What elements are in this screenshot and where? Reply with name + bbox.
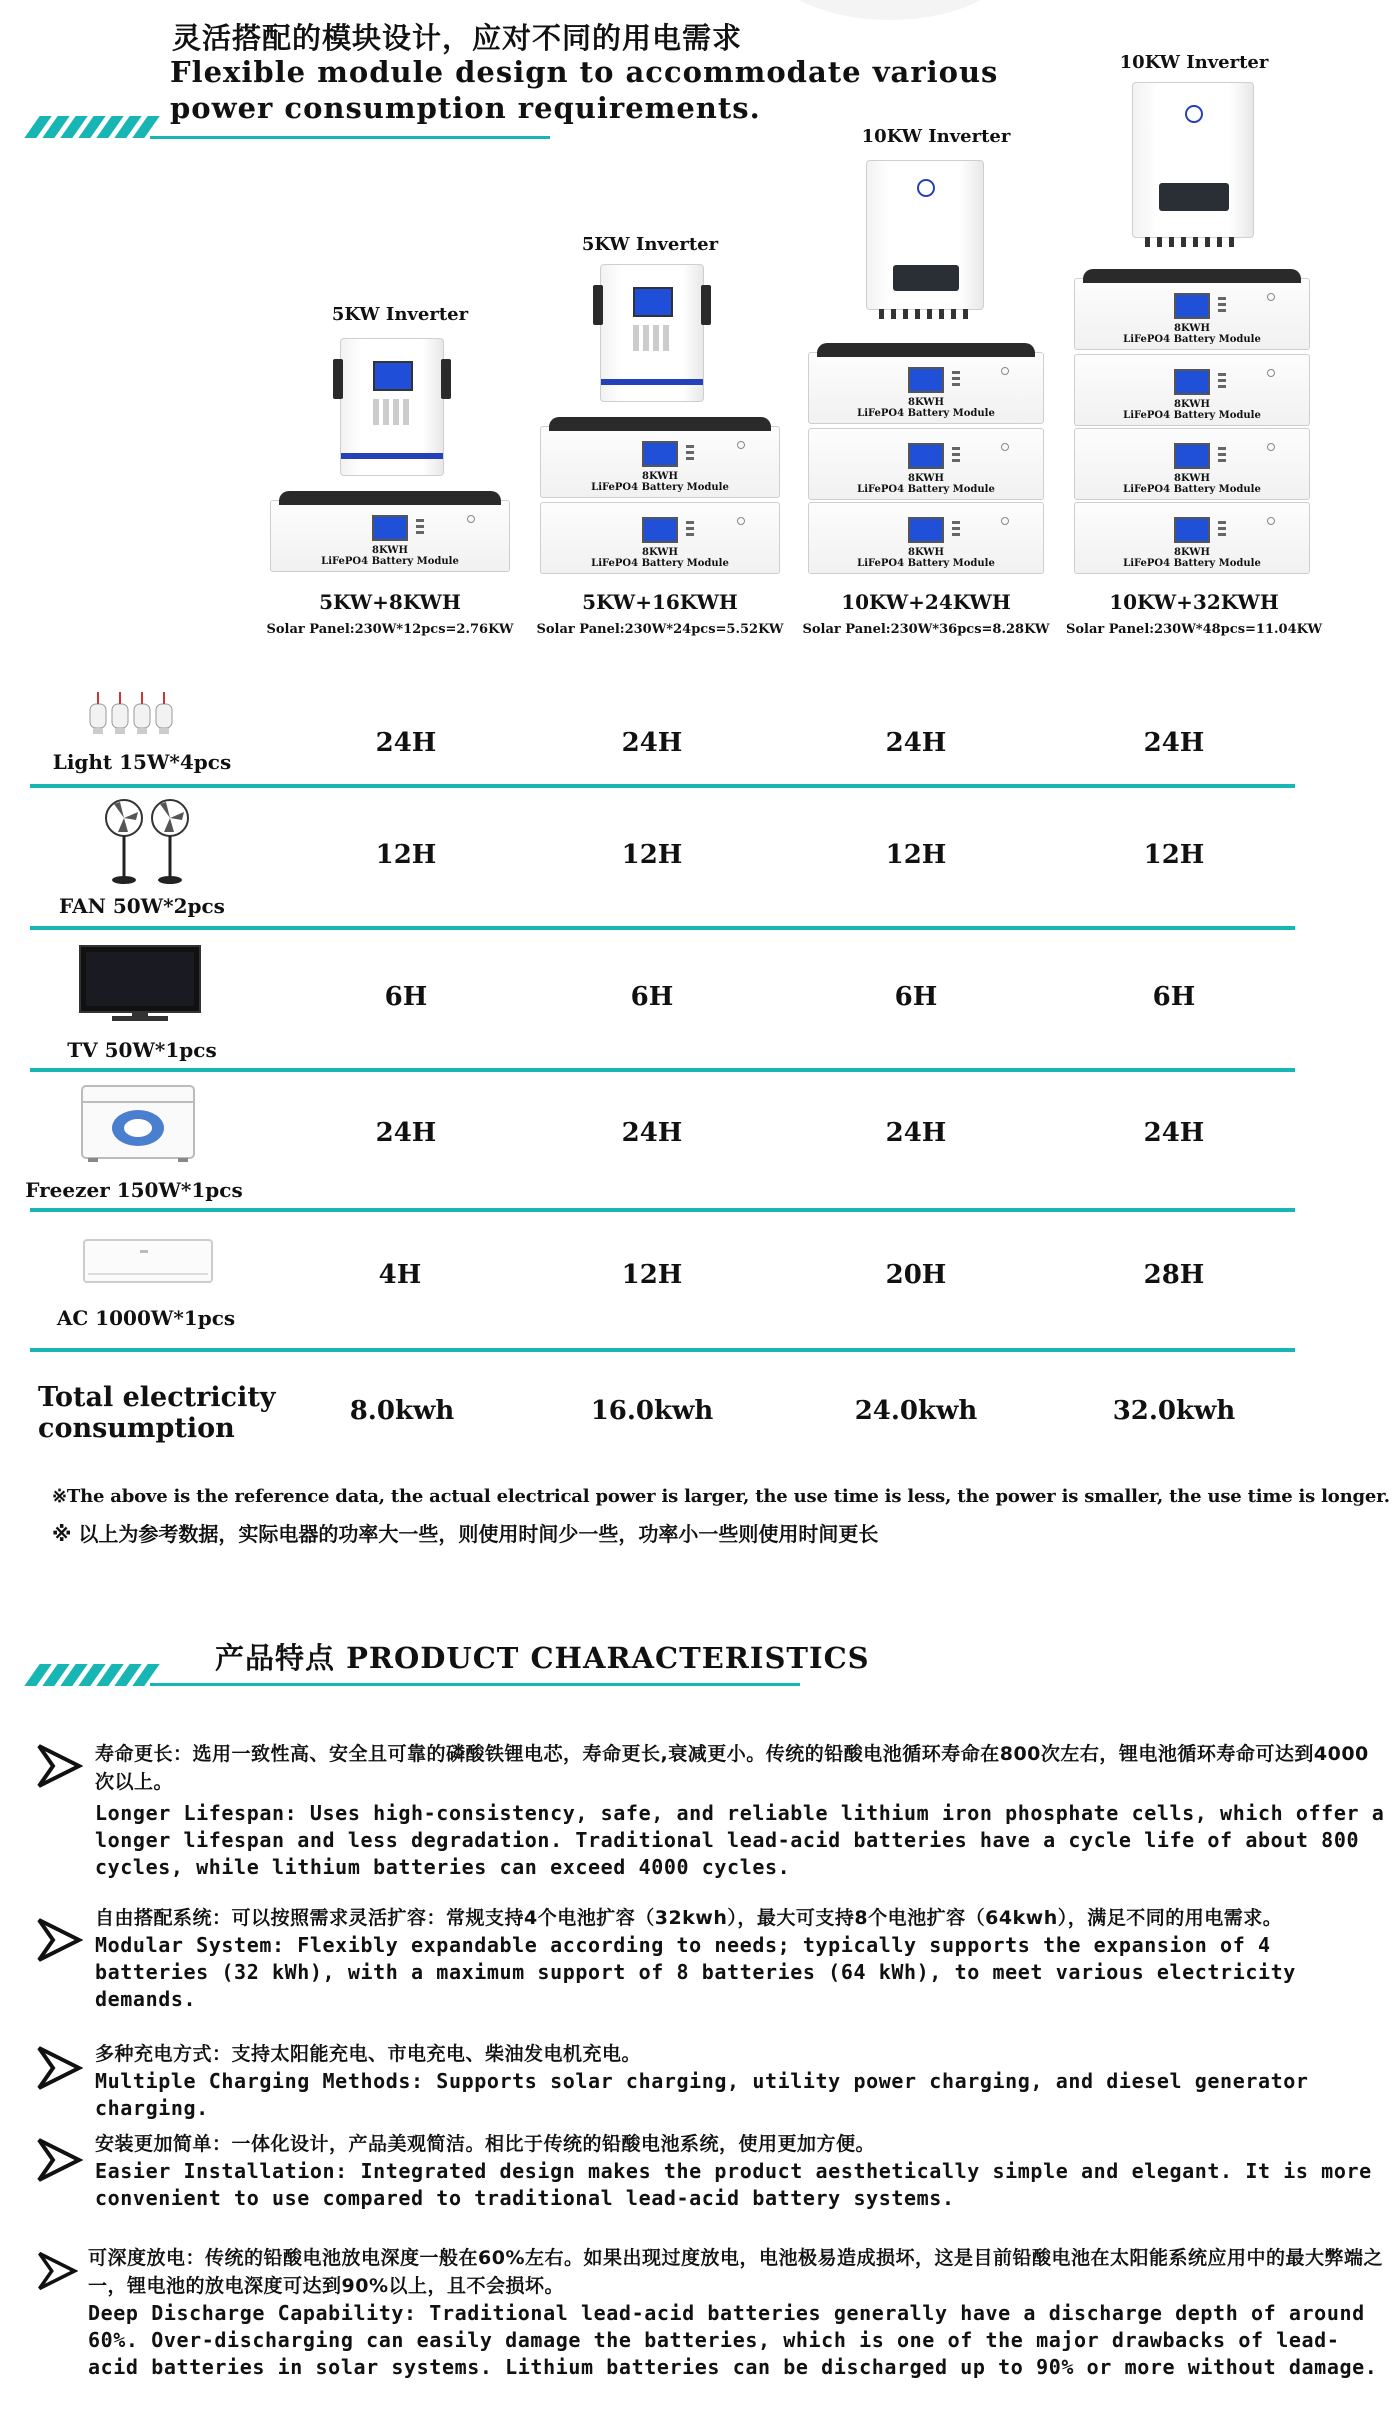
product-4-inverter-label: 10KW Inverter <box>1119 52 1269 73</box>
product-3-battery-3: 8KWH LiFePO4 Battery Module <box>808 502 1044 574</box>
appliance-label-light: Light 15W*4pcs <box>52 750 232 774</box>
total-label: Total electricity consumption <box>38 1382 276 1444</box>
total-value-1: 8.0kwh <box>349 1396 455 1426</box>
product-4-inverter-image <box>1132 82 1254 238</box>
product-2-combo: 5KW+16KWH <box>582 590 738 614</box>
usage-tv-1: 6H <box>384 982 428 1012</box>
feature-3-en: Multiple Charging Methods: Supports solar charging, utility power charging, and diesel generator charging. <box>95 2069 1309 2120</box>
product-3-battery-2: 8KWH LiFePO4 Battery Module <box>808 428 1044 500</box>
product-3-solar: Solar Panel:230W*36pcs=8.28KW <box>802 622 1050 637</box>
product-1-solar: Solar Panel:230W*12pcs=2.76KW <box>266 622 514 637</box>
feature-4-arrow-icon <box>35 2136 83 2184</box>
feature-1-cn: 寿命更长：选用一致性高、安全且可靠的磷酸铁锂电芯，寿命更长,衰减更小。传统的铅酸电池循环寿命在800次左右，锂电池循环寿命可达到4000次以上。 <box>95 1743 1369 1793</box>
product-1-inverter-image <box>340 338 444 476</box>
characteristics-underline <box>150 1683 800 1686</box>
appliance-label-ac: AC 1000W*1pcs <box>56 1306 236 1330</box>
usage-fan-1: 12H <box>375 840 437 870</box>
usage-light-4: 24H <box>1143 728 1205 758</box>
feature-1 <box>95 1740 1385 1881</box>
feature-3 <box>95 2040 1385 2122</box>
product-1-combo: 5KW+8KWH <box>319 590 461 614</box>
product-3-inverter-image <box>866 160 984 310</box>
product-2-inverter-image <box>600 264 704 402</box>
feature-1-arrow-icon <box>35 1742 83 1790</box>
appliance-label-fan: FAN 50W*2pcs <box>59 894 225 918</box>
header-title-cn: 灵活搭配的模块设计，应对不同的用电需求 <box>172 21 743 55</box>
usage-fan-4: 12H <box>1143 840 1205 870</box>
usage-freezer-3: 24H <box>885 1118 947 1148</box>
product-1-inverter-label: 5KW Inverter <box>331 304 469 325</box>
product-4-battery-3: 8KWH LiFePO4 Battery Module <box>1074 428 1310 500</box>
usage-freezer-2: 24H <box>621 1118 683 1148</box>
product-4-solar: Solar Panel:230W*48pcs=11.04KW <box>1065 622 1323 637</box>
feature-3-cn: 多种充电方式：支持太阳能充电、市电充电、柴油发电机充电。 <box>95 2043 642 2065</box>
appliance-label-tv: TV 50W*1pcs <box>67 1038 217 1062</box>
product-2-battery-1: 8KWH LiFePO4 Battery Module <box>540 426 780 498</box>
feature-2-arrow-icon <box>35 1916 83 1964</box>
feature-2 <box>95 1904 1385 2013</box>
feature-5-en: Deep Discharge Capability: Traditional lead-acid batteries generally have a discharge depth of around 60%. Over-discharging can easily damage the batteries, which is one of the major drawbacks of lead-acid batteries in solar systems. Lithium batteries can be discharged up to 90% or more without damage. <box>88 2301 1378 2379</box>
freezer-icon <box>80 1084 196 1164</box>
feature-2-cn: 自由搭配系统：可以按照需求灵活扩容：常规支持4个电池扩容（32kwh），最大可支持8个电池扩容（64kwh），满足不同的用电需求。 <box>95 1907 1283 1929</box>
usage-light-2: 24H <box>621 728 683 758</box>
note-cn: ※ 以上为参考数据，实际电器的功率大一些，则使用时间少一些，功率小一些则使用时间更长 <box>52 1522 879 1546</box>
usage-fan-3: 12H <box>885 840 947 870</box>
feature-5-arrow-icon <box>36 2250 78 2292</box>
usage-ac-1: 4H <box>378 1260 422 1290</box>
usage-light-1: 24H <box>375 728 437 758</box>
row-divider-2 <box>30 926 1295 930</box>
product-3-inverter-label: 10KW Inverter <box>861 126 1011 147</box>
usage-ac-3: 20H <box>885 1260 947 1290</box>
characteristics-title: 产品特点 PRODUCT CHARACTERISTICS <box>215 1641 870 1675</box>
product-3-combo: 10KW+24KWH <box>841 590 1011 614</box>
product-2-inverter-label: 5KW Inverter <box>581 234 719 255</box>
feature-4-cn: 安装更加简单：一体化设计，产品美观简洁。相比于传统的铅酸电池系统，使用更加方便。 <box>95 2133 876 2155</box>
feature-2-en: Modular System: Flexibly expandable according to needs; typically supports the expansion of 4 batteries (32 kWh), with a maximum support of 8 batteries (64 kWh), to meet various electricity demands. <box>95 1933 1296 2011</box>
total-value-4: 32.0kwh <box>1112 1396 1236 1426</box>
background-arc <box>760 0 1020 20</box>
feature-3-arrow-icon <box>35 2044 83 2092</box>
row-divider-1 <box>30 784 1295 788</box>
air-conditioner-icon <box>82 1236 214 1288</box>
usage-tv-4: 6H <box>1152 982 1196 1012</box>
header-underline <box>150 136 550 139</box>
usage-tv-2: 6H <box>630 982 674 1012</box>
usage-fan-2: 12H <box>621 840 683 870</box>
feature-1-en: Longer Lifespan: Uses high-consistency, safe, and reliable lithium iron phosphate cells, which offer a longer lifespan and less degradation. Traditional lead-acid batteries have a cycle life of about 800 cycles, while lithium batteries can exceed 4000 cycles. <box>95 1801 1385 1879</box>
product-2-battery-2: 8KWH LiFePO4 Battery Module <box>540 502 780 574</box>
characteristics-stripes <box>32 1664 152 1686</box>
note-en: ※The above is the reference data, the actual electrical power is larger, the use time is less, the power is smaller, the use time is longer. <box>52 1486 1390 1507</box>
appliance-label-freezer: Freezer 150W*1pcs <box>25 1178 243 1202</box>
total-value-3: 24.0kwh <box>854 1396 978 1426</box>
product-4-battery-1: 8KWH LiFePO4 Battery Module <box>1074 278 1310 350</box>
usage-freezer-4: 24H <box>1143 1118 1205 1148</box>
header-stripes <box>32 116 152 138</box>
product-4-combo: 10KW+32KWH <box>1109 590 1279 614</box>
fan-icon <box>100 796 200 886</box>
usage-ac-2: 12H <box>621 1260 683 1290</box>
feature-5-cn: 可深度放电：传统的铅酸电池放电深度一般在60%左右。如果出现过度放电，电池极易造成损坏，这是目前铅酸电池在太阳能系统应用中的最大弊端之一，锂电池的放电深度可达到90%以上，且不会损坏。 <box>88 2247 1383 2297</box>
row-divider-4 <box>30 1208 1295 1212</box>
usage-ac-4: 28H <box>1143 1260 1205 1290</box>
usage-freezer-1: 24H <box>375 1118 437 1148</box>
usage-tv-3: 6H <box>894 982 938 1012</box>
header-title-en: Flexible module design to accommodate various power consumption requirements. <box>170 55 999 125</box>
feature-5 <box>88 2244 1388 2381</box>
total-value-2: 16.0kwh <box>590 1396 714 1426</box>
feature-4-en: Easier Installation: Integrated design makes the product aesthetically simple and elegant. It is more convenient to use compared to traditional lead-acid battery systems. <box>95 2159 1372 2210</box>
product-4-battery-4: 8KWH LiFePO4 Battery Module <box>1074 502 1310 574</box>
light-bulbs-icon <box>84 690 184 738</box>
product-3-battery-1: 8KWH LiFePO4 Battery Module <box>808 352 1044 424</box>
usage-light-3: 24H <box>885 728 947 758</box>
product-2-solar: Solar Panel:230W*24pcs=5.52KW <box>536 622 784 637</box>
feature-4 <box>95 2130 1385 2212</box>
product-1-battery-1: 8KWH LiFePO4 Battery Module <box>270 500 510 572</box>
row-divider-5 <box>30 1348 1295 1352</box>
tv-icon <box>78 944 202 1024</box>
product-4-battery-2: 8KWH LiFePO4 Battery Module <box>1074 354 1310 426</box>
row-divider-3 <box>30 1068 1295 1072</box>
